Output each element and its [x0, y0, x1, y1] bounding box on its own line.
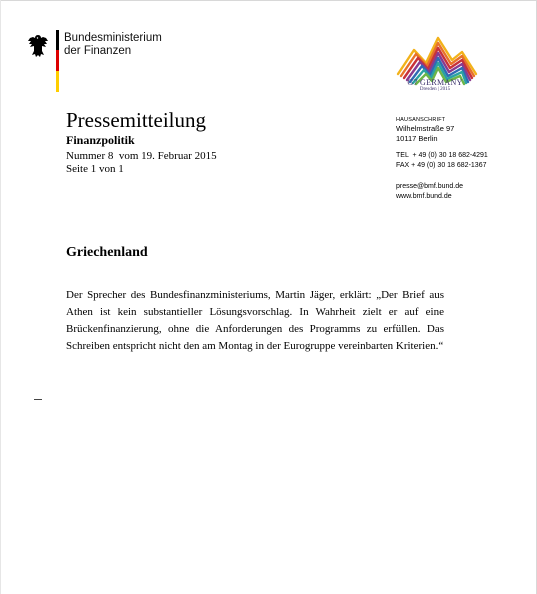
page-border: [0, 0, 1, 594]
page-border: [0, 0, 537, 1]
ministry-name: Bundesministerium der Finanzen: [64, 32, 162, 57]
address-city: 10117 Berlin: [396, 134, 438, 143]
website-link[interactable]: www.bmf.bund.de: [396, 193, 452, 200]
flag-bar: [56, 30, 59, 92]
address-street: Wilhelmstraße 97: [396, 124, 455, 133]
press-meta: [66, 150, 217, 176]
g7-subtitle: Dresden | 2015: [419, 87, 451, 92]
address-label: HAUSANSCHRIFT: [396, 117, 446, 123]
federal-eagle-icon: [26, 33, 50, 61]
email-link[interactable]: presse@bmf.bund.de: [396, 183, 464, 190]
address-fax: FAX + 49 (0) 30 18 682-1367: [396, 162, 487, 169]
footnote-divider: [34, 399, 42, 400]
press-page: Seite 1 von 1: [66, 163, 124, 175]
press-number: Nummer 8 vom 19. Februar 2015: [66, 150, 217, 162]
article-body: [66, 287, 444, 355]
article-title: Griechenland: [66, 245, 148, 260]
address-tel: TEL + 49 (0) 30 18 682-4291: [396, 152, 488, 159]
press-topic: Finanzpolitik: [66, 133, 135, 147]
page-title: Pressemitteilung: [66, 108, 206, 132]
article-paragraph: Der Sprecher des Bundesfinanzministeriums, Martin Jäger, erklärt: „Der Brief aus Athen ist kein substantieller Lösungsvorschlag. In Wahrheit zielt er auf eine Brückenfinanzierung, ohne die Anforderungen des Programms zu erfüllen. Das Schreiben entspricht nicht den am Montag in der Eurogruppe vereinbarten Kriterien.“: [66, 289, 444, 352]
g7-title: G7 GERMANY: [407, 78, 463, 87]
